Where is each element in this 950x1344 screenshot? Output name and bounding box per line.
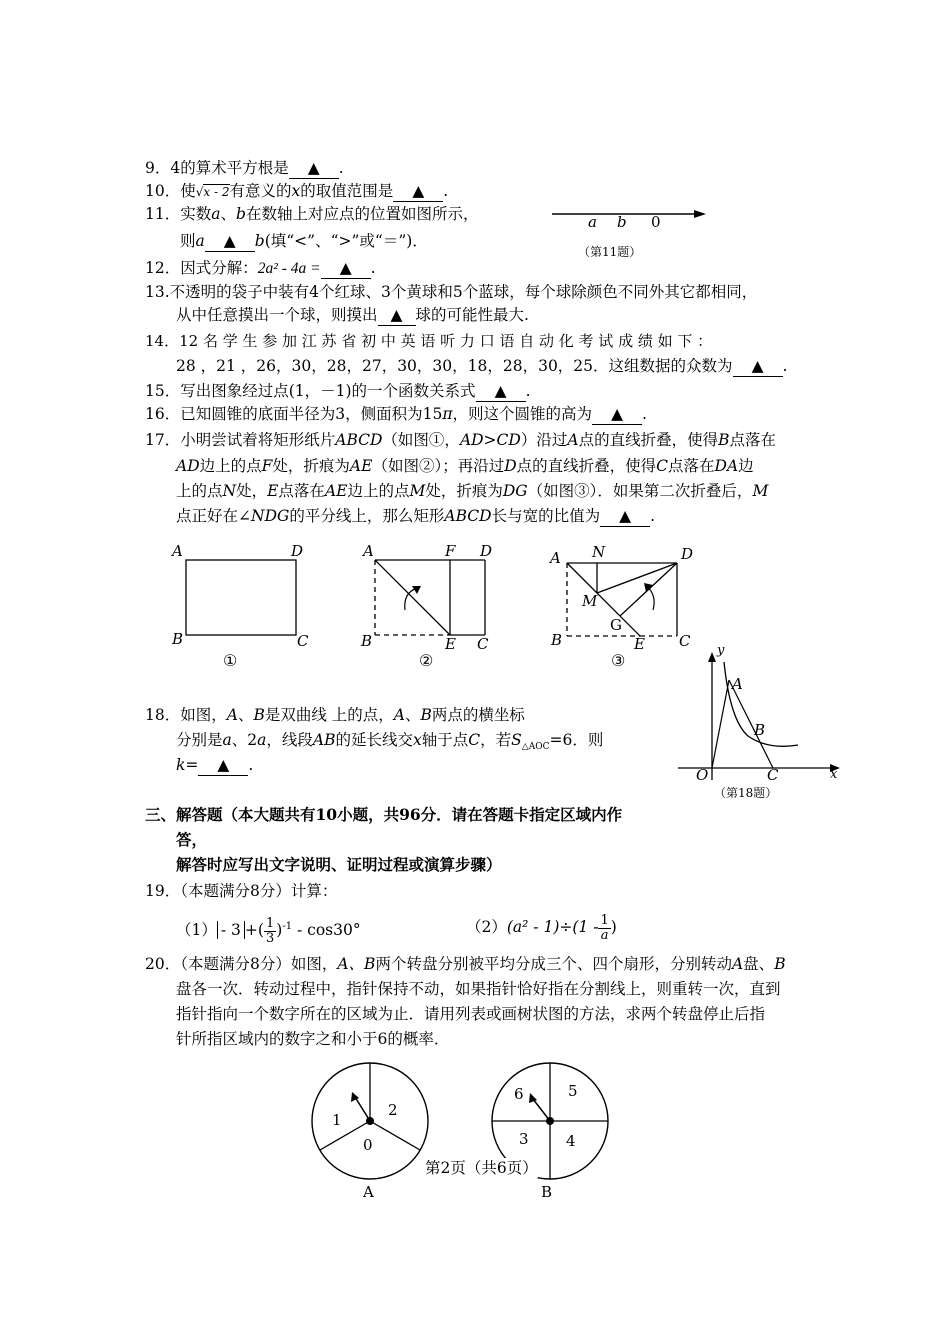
spinner-figures <box>300 1055 630 1205</box>
segment-ac <box>729 680 773 768</box>
question-20-line1: 20．（本题满分8分）如图，A、B两个转盘分别被平均分成三个、四个扇形，分别转动A盘、B <box>145 955 786 973</box>
section-3-heading: 三、解答题（本大题共有10小题，共96分．请在答题卡指定区域内作 <box>145 805 623 824</box>
wheel-b-number-4: 4 <box>566 1132 576 1150</box>
label-y: y <box>717 643 725 658</box>
question-19: 19．（本题满分8分）计算： <box>145 882 338 900</box>
fig2-label-d: D <box>480 542 493 560</box>
fig2-number: ② <box>419 651 434 670</box>
number-line-figure <box>548 200 718 262</box>
question-18-line3: k= ▲ . <box>176 756 254 774</box>
answer-blank: ▲ <box>378 305 416 326</box>
arrow-head <box>694 210 706 218</box>
question-11-line1: 11．实数a、b在数轴上对应点的位置如图所示， <box>145 205 479 223</box>
wheel-a-pointer <box>355 1097 370 1121</box>
wheel-a-number-0: 0 <box>363 1136 373 1154</box>
answer-blank: ▲ <box>393 181 443 202</box>
fig3-label-m: M <box>582 592 598 610</box>
wheel-a-divider-3 <box>370 1121 420 1150</box>
figure-2 <box>360 542 492 670</box>
question-18-line1: 18．如图，A、B是双曲线 上的点，A、B两点的横坐标 <box>145 706 525 724</box>
question-9: 9．4的算术平方根是 ▲ . <box>145 159 344 177</box>
question-20-line3: 指针指向一个数字所在的区域为止．请用列表或画树状图的方法，求两个转盘停止后指 <box>176 1005 766 1023</box>
fig1-label-d: D <box>291 542 304 560</box>
fig2-crease-ae <box>375 560 450 635</box>
fig3-arrow-head <box>644 583 653 592</box>
fig3-label-d: D <box>681 545 694 563</box>
fig2-label-b: B <box>361 632 373 650</box>
wheel-b-center <box>546 1117 554 1125</box>
figure-caption: （第11题） <box>578 245 642 259</box>
sqrt-expression: √x - 2 <box>195 185 230 199</box>
fig3-label-n: N <box>592 543 606 561</box>
label-b: B <box>754 721 766 739</box>
wheel-b-label: B <box>541 1183 553 1201</box>
section-3-heading-cont: 答， <box>176 830 208 849</box>
q18-figure <box>668 640 843 805</box>
segment-oa <box>712 680 729 768</box>
fig2-label-c: C <box>477 635 489 653</box>
question-19-part-2: （2）(a² - 1)÷(1 - $\frac{1}{a}$ ) <box>466 912 617 943</box>
fig3-label-a: A <box>550 549 561 567</box>
fraction-one-over-a: $\frac{1}{a}$ <box>600 912 609 943</box>
question-17-line4: 点正好在∠NDG的平分线上，那么矩形ABCD长与宽的比值为 ▲ . <box>176 507 656 525</box>
question-13-line2: 从中任意摸出一个球，则摸出 ▲ 球的可能性最大. <box>176 306 529 324</box>
answer-blank: ▲ <box>198 755 248 776</box>
answer-blank: ▲ <box>476 381 526 402</box>
label-a: a <box>588 213 597 231</box>
wheel-b-number-3: 3 <box>519 1130 529 1148</box>
question-10: 10．使√x - 2有意义的x的取值范围是 ▲ . <box>145 182 449 200</box>
fig3-label-b: B <box>551 631 563 649</box>
wheel-b-pointer <box>533 1099 550 1121</box>
question-20-line4: 针所指区域内的数字之和小于6的概率． <box>176 1030 450 1048</box>
question-20-line2: 盘各一次．转动过程中，指针保持不动，如果指针恰好指在分割线上，则重转一次，直到 <box>176 980 781 998</box>
wheel-b <box>492 1063 608 1201</box>
question-17-line3: 上的点N处，E点落在AE边上的点M处，折痕为DG（如图③）．如果第二次折叠后，M <box>176 482 769 500</box>
question-17-line2: AD边上的点F处，折痕为AE（如图②）；再沿过D点的直线折叠，使得C点落在DA边 <box>176 457 754 475</box>
fig3-label-g: G <box>610 616 622 634</box>
question-17-line1: 17．小明尝试着将矩形纸片ABCD（如图①，AD>CD）沿过A点的直线折叠，使得B点落在 <box>145 431 776 449</box>
figure-1 <box>170 542 309 670</box>
question-19-part-1: （1） - 3 +( $\frac{1}{3}$ )$^{-1}$ - cos30° <box>176 915 361 946</box>
section-3-instructions: 解答时应写出文字说明、证明过程或演算步骤） <box>176 855 502 874</box>
fig1-label-b: B <box>172 630 184 648</box>
question-14-line2: 28 ，21 ，26，30，28，27，30，30，18，28，30，25．这组数据的众数为 ▲ . <box>176 357 788 375</box>
answer-blank: ▲ <box>289 158 339 179</box>
wheel-a-number-2: 2 <box>388 1101 398 1119</box>
fig3-label-e: E <box>634 635 645 653</box>
question-12: 12．因式分解：2a² - 4a = ▲ . <box>145 259 376 277</box>
fig2-label-a: A <box>363 542 374 560</box>
figure-caption: （第18题） <box>714 786 778 800</box>
answer-blank: ▲ <box>321 258 371 279</box>
fig3-crease-ae <box>567 563 640 636</box>
wheel-a-label: A <box>363 1183 374 1201</box>
fig1-label-a: A <box>172 542 183 560</box>
wheel-a-center <box>366 1117 374 1125</box>
label-b: b <box>617 213 627 231</box>
fig1-number: ① <box>223 651 238 670</box>
label-c: C <box>767 766 779 784</box>
wheel-b-number-5: 5 <box>568 1082 578 1100</box>
wheel-a <box>312 1063 428 1201</box>
answer-blank: ▲ <box>600 506 650 527</box>
label-o: O <box>696 766 709 784</box>
label-zero: 0 <box>651 213 661 231</box>
wheel-b-number-6: 6 <box>514 1085 524 1103</box>
question-16: 16．已知圆锥的底面半径为3，侧面积为15π，则这个圆锥的高为 ▲ . <box>145 405 647 423</box>
rectangle-abcd <box>186 560 296 635</box>
fraction-one-third: $\frac{1}{3}$ <box>265 915 275 946</box>
question-18-line2: 分别是a、2a，线段AB的延长线交x轴于点C，若$S_{\triangle AOC}=6$．则 <box>176 731 604 753</box>
label-a: A <box>732 675 743 693</box>
fig3-label-c: C <box>679 632 691 650</box>
fig3-number: ③ <box>611 651 626 670</box>
answer-blank: ▲ <box>733 356 783 377</box>
answer-blank: ▲ <box>592 404 642 425</box>
wheel-a-number-1: 1 <box>332 1111 342 1129</box>
question-11-line2: 则a ▲ b(填“<”、“>”或“＝”)． <box>180 232 428 250</box>
q17-figures <box>165 538 725 673</box>
y-axis-arrow <box>708 652 716 662</box>
question-15: 15．写出图象经过点(1，－1)的一个函数关系式 ▲ . <box>145 382 531 400</box>
fig2-label-f: F <box>445 542 456 560</box>
fig3-segment-dm <box>597 563 677 593</box>
page-footer: 第2页（共6页） <box>425 1159 538 1177</box>
label-x: x <box>830 767 838 782</box>
fig2-label-e: E <box>445 635 456 653</box>
question-13-line1: 13.不透明的袋子中装有4个红球、3个黄球和5个蓝球，每个球除颜色不同外其它都相同， <box>145 283 758 301</box>
answer-blank: ▲ <box>205 231 255 252</box>
question-14-line1: 14．12 名 学 生 参 加 江 苏 省 初 中 英 语 听 力 口 语 自 动 化 考 试 成 绩 如 下 ： <box>145 332 713 350</box>
fig1-label-c: C <box>297 632 309 650</box>
